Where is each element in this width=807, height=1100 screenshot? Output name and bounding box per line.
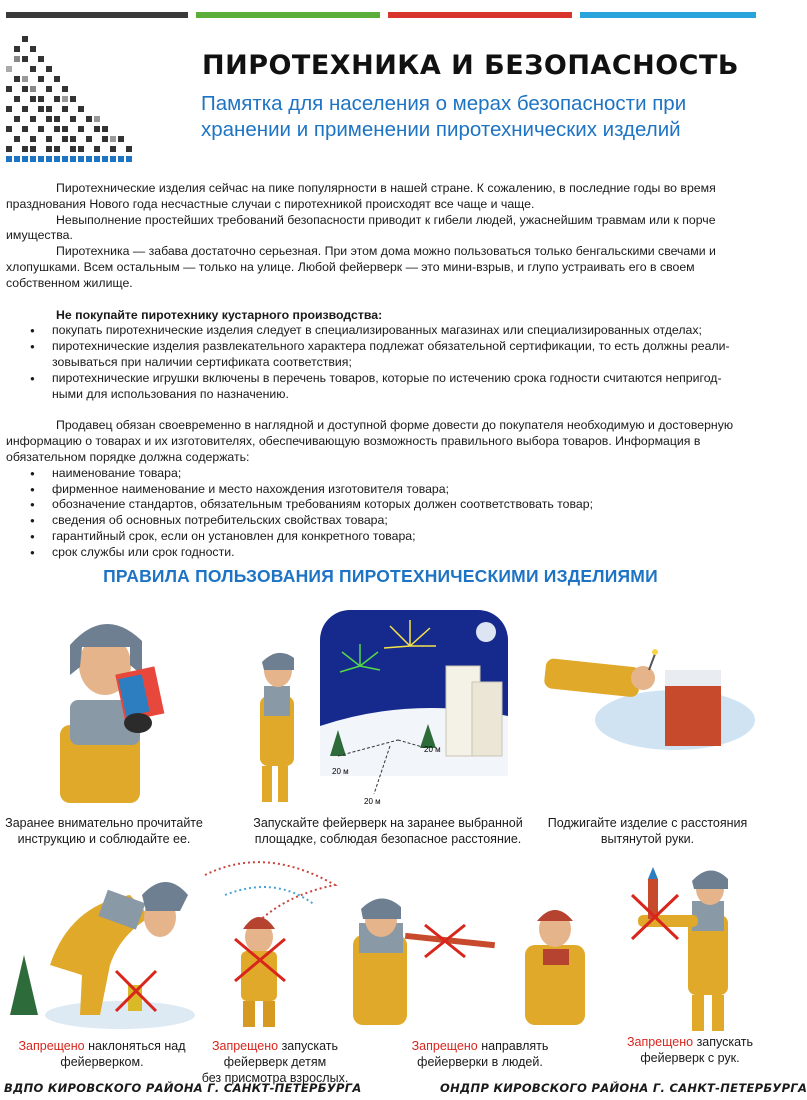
caption-text: наклоняться над фейерверком. — [60, 1039, 186, 1069]
caption-no-bending — [12, 1038, 192, 1070]
top-bar-green — [196, 12, 380, 18]
warning-heading: Не покупайте пиротехнику кустарного производства: — [56, 307, 383, 322]
pixel-logo — [6, 36, 138, 166]
list-item: ● пиротехнические игрушки включены в перечень товаров, которые по истечению срока годности считаются непригод-ными для использования по назначению. — [6, 371, 751, 403]
aiming-at-people-illustration — [345, 885, 610, 1030]
intro-paragraph-2: Невыполнение простейших требований безопасности приводит к гибели людей, ужаснейшим травмам или к порче имущества. — [6, 212, 716, 243]
caption-arm-length: Поджигайте изделие с расстояния вытянутой руки. — [547, 816, 748, 846]
list-item: ● сведения об основных потребительских свойствах товара; — [6, 513, 751, 529]
page-title: ПИРОТЕХНИКА И БЕЗОПАСНОСТЬ — [202, 50, 739, 81]
reading-instruction-illustration — [30, 605, 180, 805]
forbidden-label: Запрещено — [626, 1035, 694, 1049]
caption-no-hands — [620, 1034, 760, 1066]
child-fireworks-illustration — [195, 855, 345, 1030]
caption-text: направлять фейерверки в людей. — [417, 1039, 549, 1069]
top-bar-dark — [6, 12, 188, 18]
distance-label: 20 м — [332, 767, 349, 776]
top-bar-blue — [580, 12, 756, 18]
warning-list — [6, 323, 751, 402]
body-text — [6, 181, 751, 561]
caption-launch-site: Запускайте фейерверк на заранее выбранной площадке, соблюдая безопасное расстояние. — [253, 816, 523, 846]
intro-paragraph-3: Пиротехника — забава достаточно серьезная. При этом дома можно пользоваться только бенгальскими свечами и хлопушками. Всем остальным — только на улице. Любой фейерверк — это мини-взрыв, и глупо устраивать его в своем собственном жилище. — [6, 244, 716, 290]
forbidden-label: Запрещено — [411, 1039, 478, 1053]
list-item: ● покупать пиротехнические изделия следует в специализированных магазинах или специализированных отделах; — [6, 323, 751, 339]
page-subtitle: Памятка для населения о мерах безопасности при хранении и применении пиротехнических изделий — [201, 92, 687, 141]
caption-text: без присмотра взрослых. — [201, 1071, 349, 1085]
footer-right: ОНДПР КИРОВСКОГО РАЙОНА Г. САНКТ-ПЕТЕРБУРГА — [440, 1081, 807, 1095]
footer-left: ВДПО КИРОВСКОГО РАЙОНА Г. САНКТ-ПЕТЕРБУРГА — [4, 1081, 362, 1095]
forbidden-label: Запрещено — [211, 1039, 279, 1053]
distance-label: 20 м — [364, 797, 381, 806]
caption-text: запускать фейерверк с рук. — [640, 1035, 754, 1065]
seller-list — [6, 466, 751, 561]
top-bar-red — [388, 12, 572, 18]
intro-paragraph-1: Пиротехнические изделия сейчас на пике популярности в нашей стране. К сожалению, в последние годы во время празднования Нового года несчастные случаи с пиротехникой происходят все чаще и чаще. — [6, 181, 716, 211]
forbidden-label: Запрещено — [18, 1039, 85, 1053]
caption-text: запускать фейерверк детям — [223, 1039, 339, 1069]
distance-label: 20 м — [424, 745, 441, 754]
list-item: ● наименование товара; — [6, 466, 751, 482]
launch-site-illustration — [250, 606, 510, 806]
list-item: ● фирменное наименование и место нахождения изготовителя товара; — [6, 482, 751, 498]
list-item: ● гарантийный срок, если он установлен для конкретного товара; — [6, 529, 751, 545]
list-item: ● пиротехнические изделия развлекательного характера подлежат обязательной сертификации, то есть должны реали-зовываться при наличии сертификата соответствия; — [6, 339, 751, 371]
list-item: ● обозначение стандартов, обязательным требованиям которых должен соответствовать товар; — [6, 497, 751, 513]
bending-over-illustration — [10, 865, 195, 1030]
caption-no-children — [200, 1038, 350, 1086]
caption-read-instruction: Заранее внимательно прочитайте инструкцию и соблюдайте ее. — [5, 816, 203, 846]
arm-length-illustration — [545, 640, 755, 755]
caption-no-aiming — [395, 1038, 565, 1070]
from-hands-illustration — [618, 855, 753, 1035]
list-item: ● срок службы или срок годности. — [6, 545, 751, 561]
seller-paragraph: Продавец обязан своевременно в наглядной и доступной форме довести до покупателя необходимую и достоверную информацию о товарах и их изготовителях, обеспечивающую возможность правильного выбора товаров. Информация в обязательном порядке должна содержать: — [6, 418, 734, 464]
rules-title: ПРАВИЛА ПОЛЬЗОВАНИЯ ПИРОТЕХНИЧЕСКИМИ ИЗДЕЛИЯМИ — [103, 566, 658, 586]
